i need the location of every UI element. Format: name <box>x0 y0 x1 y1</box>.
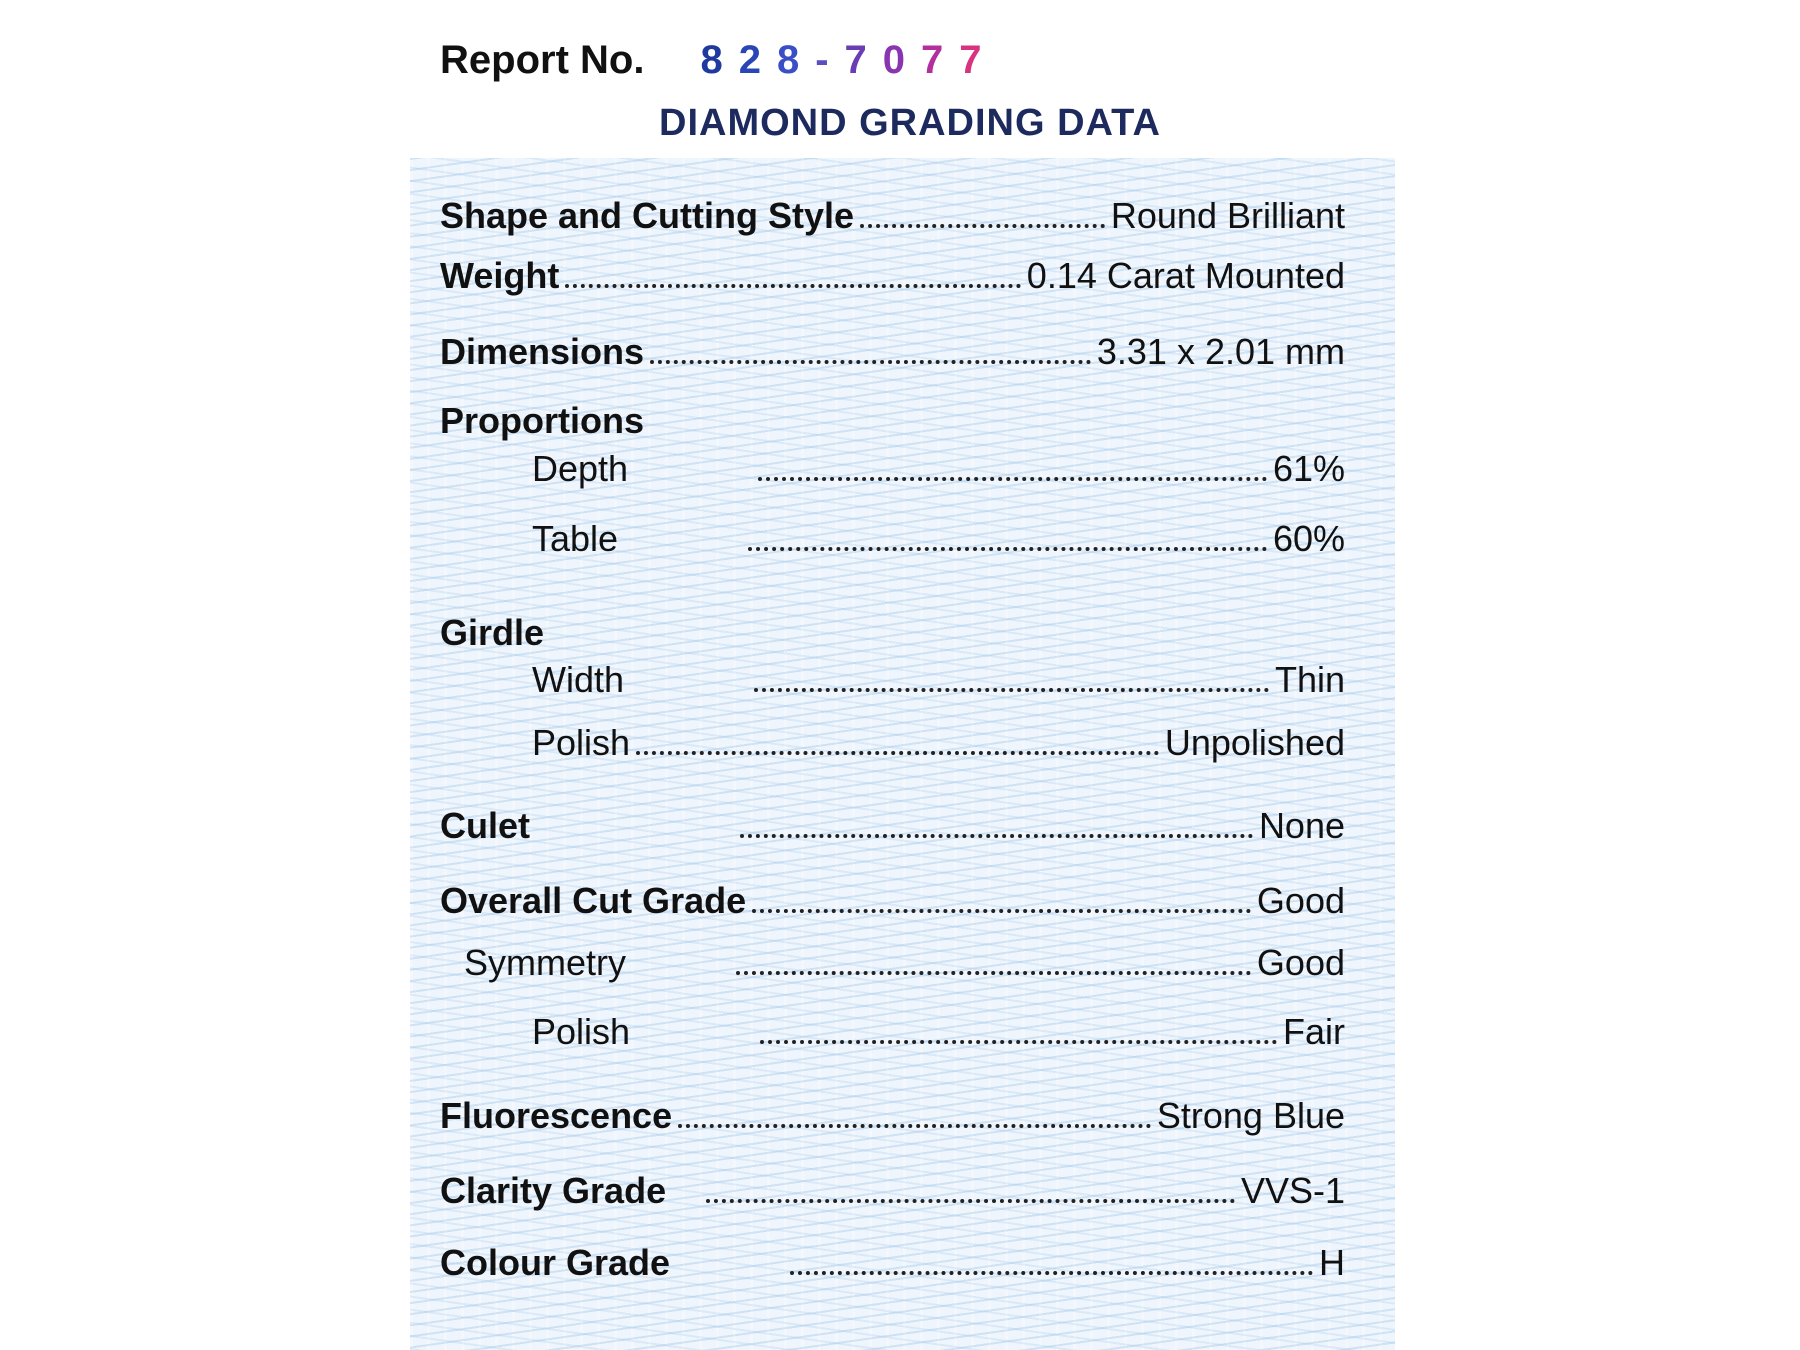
leader-dots <box>706 1199 1235 1203</box>
shape-value: Round Brilliant <box>1110 195 1345 236</box>
colour-row <box>440 1240 1345 1284</box>
depth-label: Depth <box>532 448 629 489</box>
leader-dots <box>760 1040 1277 1044</box>
report-number-digit: 2 <box>738 37 777 82</box>
girdle-polish-row <box>440 720 1345 764</box>
fluorescence-row <box>440 1093 1345 1137</box>
leader-dots <box>565 284 1020 288</box>
fluorescence-value: Strong Blue <box>1156 1095 1345 1136</box>
depth-value: 61% <box>1272 448 1345 489</box>
symmetry-label: Symmetry <box>464 942 626 983</box>
polish-label: Polish <box>532 1011 631 1052</box>
weight-value: 0.14 Carat Mounted <box>1026 255 1345 296</box>
report-number-digit: 7 <box>844 37 883 82</box>
colour-value: H <box>1319 1242 1345 1283</box>
culet-row <box>440 803 1345 847</box>
leader-dots <box>650 360 1091 364</box>
clarity-value: VVS-1 <box>1240 1170 1345 1211</box>
girdle-width-row <box>440 657 1345 701</box>
cut-grade-row <box>440 878 1345 922</box>
polish-value: Fair <box>1283 1011 1345 1052</box>
clarity-label: Clarity Grade <box>440 1170 667 1211</box>
table-row <box>440 516 1345 560</box>
polish-row <box>440 1009 1345 1053</box>
dimensions-value: 3.31 x 2.01 mm <box>1096 331 1345 372</box>
document-title: DIAMOND GRADING DATA <box>659 102 1161 144</box>
report-number-value <box>700 38 997 83</box>
culet-value: None <box>1258 805 1345 846</box>
leader-dots <box>758 477 1267 481</box>
dimensions-row <box>440 329 1345 373</box>
cut-grade-label: Overall Cut Grade <box>440 880 747 921</box>
report-number-digit: 0 <box>882 37 922 82</box>
leader-dots <box>860 224 1105 228</box>
leader-dots <box>740 834 1253 838</box>
leader-dots <box>636 751 1159 755</box>
report-number-digit: 8 <box>776 37 816 82</box>
weight-label: Weight <box>440 255 560 296</box>
cut-grade-value: Good <box>1256 880 1345 921</box>
clarity-row <box>440 1168 1345 1212</box>
leader-dots <box>790 1271 1313 1275</box>
culet-label: Culet <box>440 805 530 846</box>
shape-label: Shape and Cutting Style <box>440 195 855 236</box>
shape-row <box>440 193 1345 237</box>
leader-dots <box>752 909 1251 913</box>
girdle-polish-label: Polish <box>532 722 631 763</box>
report-number-digit: - <box>815 37 845 82</box>
symmetry-row <box>440 940 1345 984</box>
report-number-digit: 7 <box>959 37 998 82</box>
colour-label: Colour Grade <box>440 1242 671 1283</box>
girdle-heading: Girdle <box>440 612 545 653</box>
report-number-label: Report No. <box>440 37 645 82</box>
fluorescence-label: Fluorescence <box>440 1095 673 1136</box>
weight-row <box>440 253 1345 297</box>
leader-dots <box>678 1124 1151 1128</box>
leader-dots <box>754 688 1269 692</box>
girdle-polish-value: Unpolished <box>1164 722 1345 763</box>
leader-dots <box>748 547 1267 551</box>
report-number-digit: 8 <box>700 37 739 82</box>
dimensions-label: Dimensions <box>440 331 645 372</box>
table-value: 60% <box>1272 518 1345 559</box>
report-header <box>440 30 998 90</box>
report-number-digit: 7 <box>921 37 960 82</box>
depth-row <box>440 446 1345 490</box>
proportions-heading: Proportions <box>440 400 644 441</box>
table-label: Table <box>532 518 619 559</box>
girdle-width-label: Width <box>532 659 625 700</box>
leader-dots <box>736 971 1251 975</box>
girdle-width-value: Thin <box>1274 659 1345 700</box>
symmetry-value: Good <box>1256 942 1345 983</box>
